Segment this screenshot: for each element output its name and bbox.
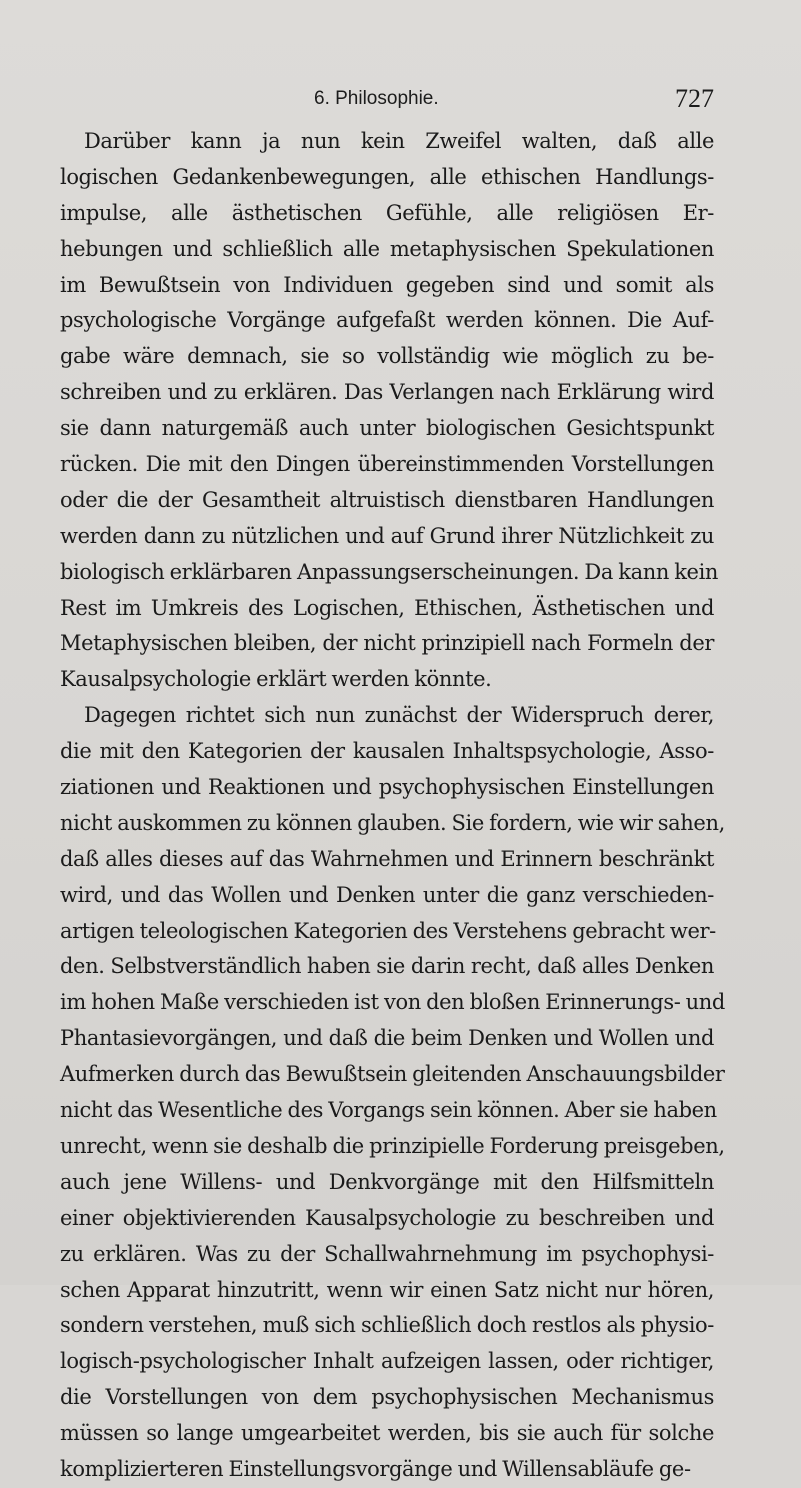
- text-line: Kausalpsychologie erklärt werden könnte.: [60, 667, 492, 692]
- text-line: schen Apparat hinzutritt, wenn wir einen Satz nicht nur hören,: [60, 1277, 714, 1302]
- text-line: artigen teleologischen Kategorien des Verstehens gebracht wer-: [60, 918, 716, 943]
- running-head: [60, 84, 714, 118]
- text-line: zu erklären. Was zu der Schallwahrnehmung im psychophysi-: [60, 1241, 714, 1266]
- text-line: sie dann naturgemäß auch unter biologischen Gesichtspunkt: [60, 416, 714, 441]
- text-line: logisch-psychologischer Inhalt aufzeigen lassen, oder richtiger,: [60, 1349, 714, 1374]
- text-line: Phantasievorgängen, und daß die beim Denken und Wollen und: [60, 1026, 714, 1051]
- text-line: einer objektivierenden Kausalpsychologie zu beschreiben und: [60, 1205, 714, 1230]
- text-line: Rest im Umkreis des Logischen, Ethischen, Ästhetischen und: [60, 595, 714, 620]
- text-line: im Bewußtsein von Individuen gegeben sind und somit als: [60, 272, 714, 297]
- text-line: auch jene Willens- und Denkvorgänge mit den Hilfsmitteln: [60, 1169, 714, 1194]
- text-line: oder die der Gesamtheit altruistisch dienstbaren Handlungen: [60, 487, 714, 512]
- text-line: Metaphysischen bleiben, der nicht prinzipiell nach Formeln der: [60, 631, 714, 656]
- text-line: schreiben und zu erklären. Das Verlangen nach Erklärung wird: [60, 380, 714, 405]
- text-line: Darüber kann ja nun kein Zweifel walten, daß alle: [84, 129, 714, 153]
- text-line: impulse, alle ästhetischen Gefühle, alle religiösen Er-: [60, 200, 714, 225]
- text-line: wird, und das Wollen und Denken unter die ganz verschieden-: [60, 882, 714, 907]
- text-line: Aufmerken durch das Bewußtsein gleitenden Anschauungsbilder: [60, 1062, 725, 1087]
- text-line: im hohen Maße verschieden ist von den bloßen Erinnerungs- und: [60, 990, 725, 1015]
- text-line: die Vorstellungen von dem psychophysischen Mechanismus: [60, 1385, 714, 1410]
- page-number: 727: [675, 84, 714, 113]
- text-line: psychologische Vorgänge aufgefaßt werden können. Die Auf-: [60, 308, 714, 333]
- text-line: ziationen und Reaktionen und psychophysischen Einstellungen: [60, 775, 714, 800]
- text-line: sondern verstehen, muß sich schließlich doch restlos als physio-: [60, 1313, 714, 1338]
- text-line: rücken. Die mit den Dingen übereinstimmenden Vorstellungen: [60, 452, 714, 477]
- body-text: [60, 124, 725, 1488]
- text-line: den. Selbstverständlich haben sie darin recht, daß alles Denken: [60, 954, 714, 979]
- text-line: nicht das Wesentliche des Vorgangs sein können. Aber sie haben: [60, 1098, 717, 1123]
- text-line: gabe wäre demnach, sie so vollständig wie möglich zu be-: [60, 344, 714, 369]
- text-line: die mit den Kategorien der kausalen Inhaltspsychologie, Asso-: [60, 739, 714, 764]
- text-line: daß alles dieses auf das Wahrnehmen und Erinnern beschränkt: [60, 846, 714, 871]
- text-line: hebungen und schließlich alle metaphysischen Spekulationen: [60, 236, 714, 261]
- section-title: 6. Philosophie.: [314, 88, 439, 109]
- text-line: werden dann zu nützlichen und auf Grund ihrer Nützlichkeit zu: [60, 523, 714, 548]
- paragraph: [60, 124, 719, 698]
- text-line: unrecht, wenn sie deshalb die prinzipielle Forderung preisgeben,: [60, 1133, 725, 1158]
- text-line: nicht auskommen zu können glauben. Sie fordern, wie wir sahen,: [60, 810, 725, 835]
- text-line: komplizierteren Einstellungsvorgänge und Willensabläufe ge-: [60, 1456, 691, 1481]
- paragraph: [60, 698, 725, 1488]
- text-line: logischen Gedankenbewegungen, alle ethischen Handlungs-: [60, 164, 714, 189]
- text-line: biologisch erklärbaren Anpassungserscheinungen. Da kann kein: [60, 559, 719, 584]
- text-line: Dagegen richtet sich nun zunächst der Widerspruch derer,: [84, 703, 714, 728]
- text-line: müssen so lange umgearbeitet werden, bis sie auch für solche: [60, 1421, 714, 1446]
